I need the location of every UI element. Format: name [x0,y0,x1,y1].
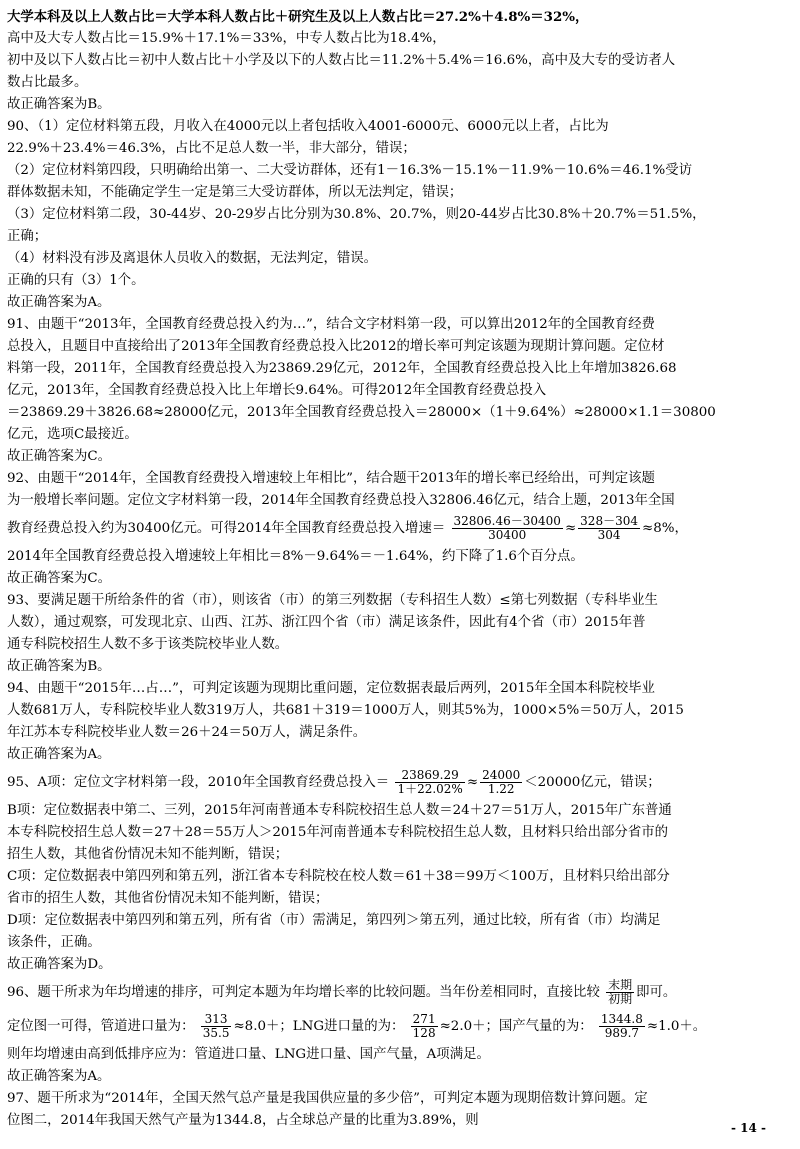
text-line: 总投入，且题目中直接给出了2013年全国教育经费总投入比2012的增长率可判定该题为现期计算问题。定位材 [7,339,665,354]
text-line: 该条件，正确。 [7,935,101,950]
text-line: 则年均增速由高到低排序应为：管道进口量、LNG进口量、国产气量，A项满足。 [7,1047,490,1062]
text-line: 人数681万人，专科院校毕业人数319万人，共681＋319＝1000万人，则其5%为，1000×5%＝50万人，2015 [7,703,684,718]
text-line: D项：定位数据表中第四列和第五列，所有省（市）需满足，第四列＞第五列，通过比较，所有省（市）均满足 [7,913,661,928]
text-line: 正确； [7,229,48,244]
text-line: 高中及大专人数占比＝15.9%＋17.1%＝33%，中专人数占比为18.4%， [7,31,446,46]
formula-text: ≈8.0＋；LNG进口量的为： [233,1019,405,1034]
text-line: 91、由题干“2013年，全国教育经费总投入约为…”，结合文字材料第一段，可以算出2012年的全国教育经费 [7,317,655,332]
fraction-denominator: 989.7 [604,1026,640,1040]
formula-text: 即可。 [636,985,677,1000]
text-line: 亿元，2013年，全国教育经费总投入比上年增长9.64%。可得2012年全国教育经费总投入 [7,383,547,398]
text-line: 本专科院校招生总人数＝27＋28＝55万人＞2015年河南普通本专科院校招生总人数，且材料只给出部分省市的 [7,825,668,840]
fraction [606,979,634,1006]
fraction-numerator: 328－304 [580,514,638,528]
text-line: 年江苏本专科院校毕业人数＝26＋24＝50万人，满足条件。 [7,725,367,740]
text-line: 故正确答案为B。 [7,659,111,674]
text-line: 94、由题干“2015年…占…”，可判定该题为现期比重问题，定位数据表最后两列，2015年全国本科院校毕业 [7,681,655,696]
text-line: 93、要满足题干所给条件的省（市），则该省（市）的第三列数据（专科招生人数）≤第七列数据（专科毕业生 [7,593,658,608]
text-line: 亿元，选项C最接近。 [7,427,138,442]
fraction-numerator: 271 [412,1012,436,1026]
formula-text: ＜20000亿元，错误； [524,775,661,790]
formula-text: 教育经费总投入约为30400亿元。可得2014年全国教育经费总投入增速＝ [7,521,446,536]
text-line: 92、由题干“2014年，全国教育经费投入增速较上年相比”，结合题干2013年的增长率已经给出，可判定该题 [7,471,655,486]
formula-line-q96-b [7,1010,793,1044]
fraction-denominator: 1.22 [487,782,515,796]
fraction [599,1013,645,1040]
fraction [395,769,464,796]
text-line: 故正确答案为A。 [7,295,111,310]
fraction [578,515,640,542]
text-line: 人数），通过观察，可发现北京、山西、江苏、浙江四个省（市）满足该条件，因此有4个省（市）2015年普 [7,615,646,630]
fraction-numerator: 313 [201,1013,232,1027]
text-line: 2014年全国教育经费总投入增速较上年相比＝8%－9.64%＝－1.64%，约下降了1.6个百分点。 [7,549,584,564]
text-line: 故正确答案为C。 [7,449,111,464]
text-line: 招生人数，其他省份情况未知不能判断，错误； [7,847,289,862]
text-line: 位图二，2014年我国天然气产量为1344.8，占全球总产量的比重为3.89%，则 [7,1113,479,1128]
fraction-denominator: 30400 [488,528,527,542]
text-line: （2）定位材料第四段，只明确给出第一、二大受访群体，还有1－16.3%－15.1%－11.9%－10.6%＝46.1%受访 [7,163,693,178]
text-line: 为一般增长率问题。定位文字材料第一段，2014年全国教育经费总投入32806.46亿元，结合上题，2013年全国 [7,493,675,508]
text-line: C项：定位数据表中第四列和第五列，浙江省本专科院校在校人数＝61＋38＝99万＜100万，且材料只给出部分 [7,869,670,884]
fraction-denominator: 35.5 [202,1026,230,1040]
text-line: 故正确答案为D。 [7,957,112,972]
fraction-denominator: 128 [412,1026,436,1040]
text-line: 90、（1）定位材料第五段，月收入在4000元以上者包括收入4001-6000元、6000元以上者，占比为 [7,119,609,134]
fraction [480,769,522,796]
fraction [411,1013,438,1040]
fraction-numerator: 23869.29 [395,769,464,783]
formula-text: ≈1.0＋。 [646,1019,707,1034]
fraction-denominator: 304 [597,528,621,542]
text-line: 故正确答案为B。 [7,97,111,112]
text-line: 故正确答案为A。 [7,1069,111,1084]
text-line: 初中及以下人数占比＝初中人数占比＋小学及以下的人数占比＝11.2%＋5.4%＝16.6%，高中及大专的受访者人 [7,53,676,68]
text-line: B项：定位数据表中第二、三列，2015年河南普通本专科院校招生总人数＝24＋27＝51万人，2015年广东普通 [7,803,672,818]
text-line: 大学本科及以上人数占比＝大学本科人数占比＋研究生及以上人数占比＝27.2%＋4.8%＝32%， [7,9,589,25]
formula-line-q96-a [7,976,793,1010]
fraction [452,515,563,542]
formula-text: 96、题干所求为年均增速的排序，可判定本题为年均增长率的比较问题。当年份差相同时，直接比较 [7,985,600,1000]
text-line: 省市的招生人数，其他省份情况未知不能判断，错误； [7,891,329,906]
text-line: （3）定位材料第二段，30-44岁、20-29岁占比分别为30.8%、20.7%，则20-44岁占比30.8%＋20.7%＝51.5%， [7,207,706,222]
text-line: （4）材料没有涉及离退休人员收入的数据，无法判定，错误。 [7,251,378,266]
fraction-numerator: 24000 [482,768,521,782]
formula-text: 95、A项：定位文字材料第一段，2010年全国教育经费总投入＝ [7,775,390,790]
text-line: 正确的只有（3）1个。 [7,273,145,288]
formula-line-q92: 教育经费总投入约为30400亿元。可得2014年全国教育经费总投入增速＝ $\frac{32806.46-30400}{30400}$ ≈ $\frac{328-304}{304}$ ≈8%， [7,514,688,542]
text-line: 数占比最多。 [7,75,88,90]
fraction-numerator: 1344.8 [600,1012,643,1026]
formula-text: 定位图一可得，管道进口量为： [7,1019,195,1034]
text-line: 22.9%＋23.4%＝46.3%，占比不足总人数一半，非大部分，错误； [7,141,416,156]
fraction-numerator: 32806.46－30400 [453,514,561,528]
text-line: 97、题干所求为“2014年，全国天然气总产量是我国供应量的多少倍”，可判定本题为现期倍数计算问题。定 [7,1091,648,1106]
fraction-numerator: 末期 [608,978,633,992]
formula-text: ≈8%， [641,521,688,536]
text-line: 群体数据未知，不能确定学生一定是第三大受访群体，所以无法判定，错误； [7,185,463,200]
page-number: - 14 - [730,1121,766,1135]
text-line: ＝23869.29＋3826.68≈28000亿元，2013年全国教育经费总投入＝28000×（1＋9.64%）≈28000×1.1＝30800 [7,405,716,420]
page-content [7,6,793,1132]
formula-text: ≈2.0＋；国产气量的为： [439,1019,593,1034]
text-line: 通专科院校招生人数不多于该类院校毕业人数。 [7,637,289,652]
fraction [201,1013,232,1040]
text-line: 料第一段，2011年，全国教育经费总投入为23869.29亿元，2012年，全国教育经费总投入比上年增加3826.68 [7,361,677,376]
text-line: 故正确答案为C。 [7,571,111,586]
formula-line-q95: 95、A项：定位文字材料第一段，2010年全国教育经费总投入＝ $\frac{23869.29}{1+22.02\%}$ ≈ $\frac{24000}{1.22}$ ＜20000亿元，错误； [7,768,661,796]
fraction-denominator: 初期 [608,992,633,1006]
fraction-denominator: 1＋22.02% [397,782,463,796]
text-line: 故正确答案为A。 [7,747,111,762]
